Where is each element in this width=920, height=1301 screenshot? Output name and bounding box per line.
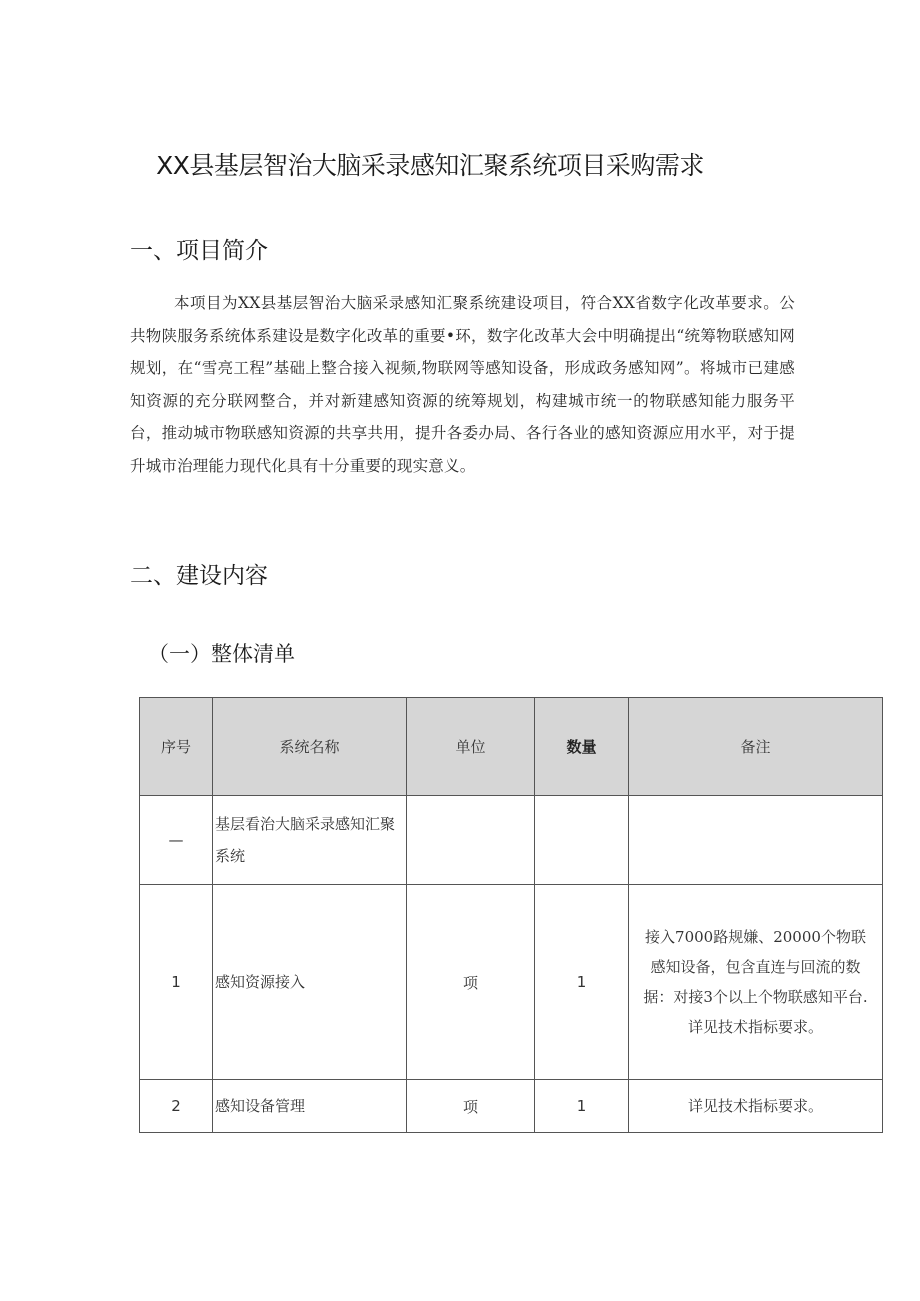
- cell-quantity: 1: [535, 1080, 629, 1133]
- table-row: [140, 796, 883, 885]
- table-row: [140, 885, 883, 1080]
- cell-no: 2: [140, 1080, 213, 1133]
- section-heading-intro: 一、项目简介: [130, 238, 268, 264]
- cell-remark: [629, 796, 883, 885]
- cell-unit: 项: [407, 1080, 535, 1133]
- subsection-heading-overall-list: （一）整体清单: [148, 642, 295, 666]
- header-remark: 备注: [629, 698, 883, 796]
- document-title: XX县基层智治大脑采录感知汇聚系统项目采购需求: [156, 151, 704, 180]
- table-header-row: [140, 698, 883, 796]
- header-system-name: 系统名称: [213, 698, 407, 796]
- intro-paragraph: 本项目为XX县基层智治大脑采录感知汇聚系统建设项目，符合XX省数字化改革要求。公共物陕服务系统体系建设是数字化改革的重要•环，数字化改革大会中明确提出“统筹物联感知网规划，在“雪亮工程”基础上整合接入视频,物联网等感知设备，形成政务感知网”。将城市已建感知资源的充分联网整合，并对新建感知资源的统筹规划，构建城市统一的物联感知能力服务平台，推动城市物联感知资源的共享共用，提升各委办局、各行各业的感知资源应用水平，对于提升城市治理能力现代化具有十分重要的现实意义。: [130, 294, 795, 475]
- overall-list-table: [139, 697, 883, 1133]
- header-no: 序号: [140, 698, 213, 796]
- cell-unit: 项: [407, 885, 535, 1080]
- cell-system-name: 感知设备管理: [213, 1080, 407, 1133]
- cell-system-name: 基层看治大脑采录感知汇聚系统: [213, 796, 407, 885]
- cell-no: 1: [140, 885, 213, 1080]
- cell-unit: [407, 796, 535, 885]
- cell-no: —: [140, 796, 213, 885]
- cell-remark: 详见技术指标要求。: [629, 1080, 883, 1133]
- cell-system-name: 感知资源接入: [213, 885, 407, 1080]
- section-heading-construction: 二、建设内容: [130, 563, 268, 589]
- cell-quantity: 1: [535, 885, 629, 1080]
- header-quantity: 数量: [535, 698, 629, 796]
- table-row: [140, 1080, 883, 1133]
- cell-remark: 接入7000路规嫌、20000个物联感知设备，包含直连与回流的数据：对接3个以上个物联感知平台. 详见技术指标要求。: [629, 885, 883, 1080]
- header-unit: 单位: [407, 698, 535, 796]
- cell-quantity: [535, 796, 629, 885]
